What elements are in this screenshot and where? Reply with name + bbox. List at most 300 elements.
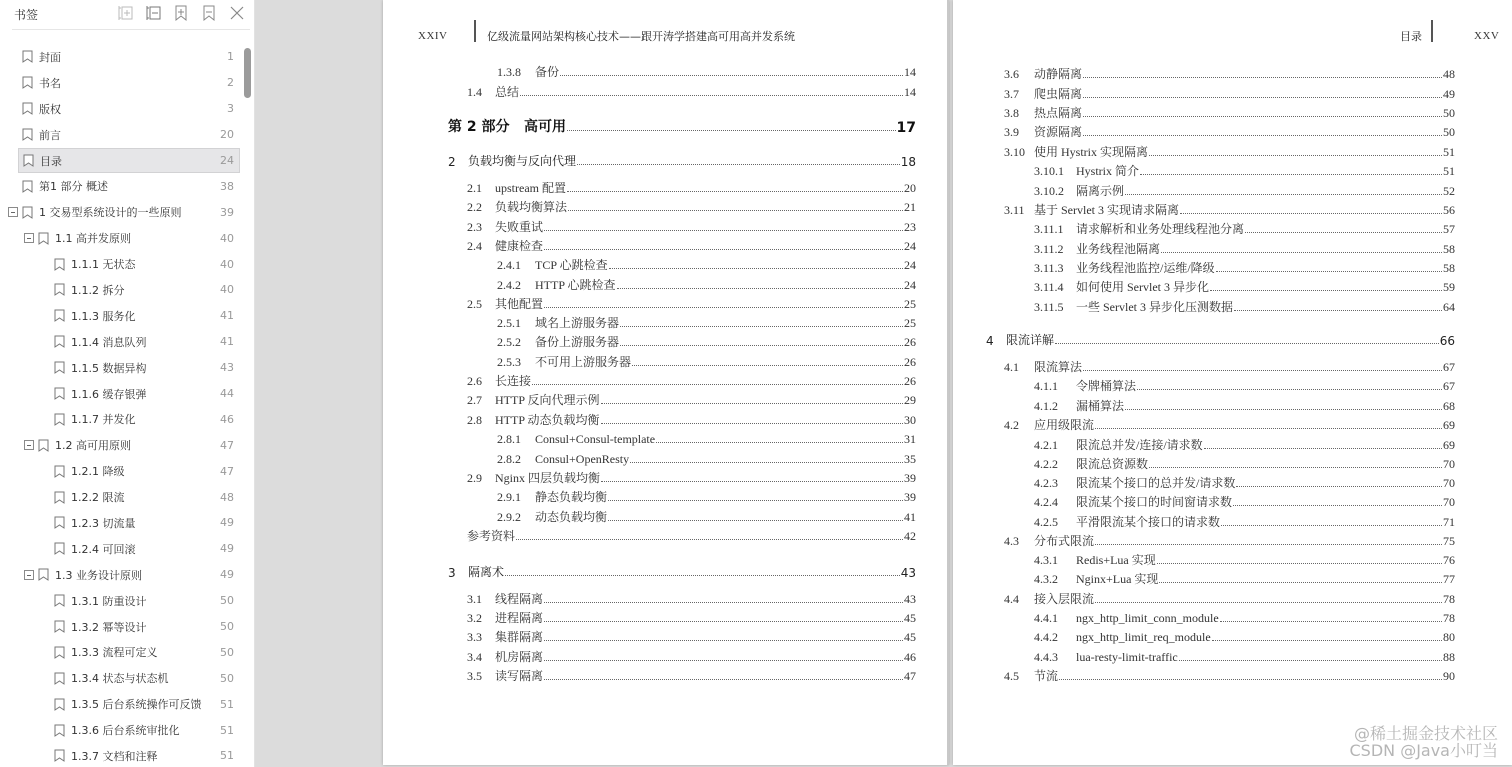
toc-entry-title: ngx_http_limit_conn_module: [1076, 611, 1219, 625]
bookmark-label: 1.1.6 缓存银弹: [71, 387, 147, 401]
bookmark-item[interactable]: [0, 406, 246, 432]
bookmark-label: 1.1.1 无状态: [71, 258, 136, 272]
toc-entry-page: 25: [904, 316, 916, 330]
bookmark-icon: [23, 154, 34, 167]
toc-entry-title: 一些 Servlet 3 异步化压测数据: [1076, 300, 1233, 314]
toc-entry-page: 48: [1443, 67, 1455, 81]
toc-entry-title: 节流: [1034, 669, 1059, 683]
toc-entry-number: 4.4.1: [1034, 611, 1058, 625]
bookmark-icon: [54, 491, 65, 504]
toc-entry-number: 3.9: [1004, 125, 1019, 139]
leader-dots: [1095, 602, 1442, 603]
toc-entry[interactable]: [448, 150, 916, 169]
header-divider: [474, 20, 476, 42]
toc-entry[interactable]: [1034, 375, 1455, 394]
leader-dots: [1161, 252, 1442, 253]
leader-dots: [1095, 544, 1442, 545]
bookmark-label: 1.3.4 状态与状态机: [71, 672, 169, 686]
toc-entry[interactable]: [1004, 102, 1455, 121]
toc-entry-number: 4.2: [1004, 418, 1019, 432]
toc-entry-page: 43: [900, 566, 916, 580]
running-header-section: 目录: [1400, 30, 1422, 43]
bookmark-label: 1.2.1 降级: [71, 465, 125, 479]
bookmark-page-number: 50: [220, 645, 234, 659]
toc-entry-title: 高可用: [524, 119, 566, 135]
toc-entry[interactable]: [1034, 238, 1455, 257]
toc-entry[interactable]: [1034, 218, 1455, 237]
toc-entry-title: 限流总资源数: [1076, 457, 1149, 471]
leader-dots: [656, 442, 903, 443]
toc-entry-page: 35: [904, 452, 916, 466]
bookmark-page-number: 51: [220, 697, 234, 711]
toc-entry-title: 备份上游服务器: [535, 335, 620, 349]
bookmark-label: 1.1.5 数据异构: [71, 361, 147, 375]
toc-entry-number: 2.6: [467, 374, 482, 388]
bookmark-page-number: 24: [220, 154, 234, 167]
toc-entry-page: 77: [1443, 572, 1455, 586]
leader-dots: [544, 621, 903, 622]
toc-entry[interactable]: [467, 525, 916, 544]
bookmark-item[interactable]: [18, 148, 240, 174]
bookmark-label: 1.1.3 服务化: [71, 309, 136, 323]
toc-entry-page: 78: [1443, 611, 1455, 625]
leader-dots: [1055, 343, 1439, 344]
leader-dots: [1212, 640, 1442, 641]
leader-dots: [601, 403, 903, 404]
bookmark-item[interactable]: [0, 381, 246, 407]
bookmark-item[interactable]: [0, 70, 246, 96]
toc-entry-page: 69: [1443, 438, 1455, 452]
leader-dots: [1210, 290, 1442, 291]
toc-entry-title: 令牌桶算法: [1076, 379, 1137, 393]
toc-entry-number: 3.11.4: [1034, 280, 1064, 294]
bookmark-page-number: 50: [220, 671, 234, 685]
bookmark-item[interactable]: [0, 122, 246, 148]
bookmark-panel-header: [12, 0, 250, 30]
bookmark-icon: [22, 128, 33, 141]
toc-entry[interactable]: [467, 409, 916, 428]
toc-entry[interactable]: [1004, 121, 1455, 140]
bookmark-scrollbar[interactable]: [244, 48, 251, 98]
toc-entry-number: 2.1: [467, 181, 482, 195]
bookmark-page-number: 40: [220, 231, 234, 245]
toc-entry[interactable]: [467, 177, 916, 196]
bookmark-icon: [54, 258, 65, 271]
bookmark-item[interactable]: [0, 458, 246, 484]
bookmark-item[interactable]: [0, 717, 246, 743]
bookmark-page-number: 3: [227, 102, 234, 116]
toc-entry-title: Consul+Consul-template: [535, 432, 656, 446]
bookmark-page-number: 20: [220, 128, 234, 142]
bookmark-page-number: 50: [220, 594, 234, 608]
toc-entry[interactable]: [497, 331, 916, 350]
toc-entry[interactable]: [1004, 199, 1455, 218]
toc-entry[interactable]: [1034, 434, 1455, 453]
toc-entry[interactable]: [497, 506, 916, 525]
toc-entry-number: 4.3: [1004, 534, 1019, 548]
bookmark-icon: [54, 672, 65, 685]
toc-entry-title: 动态负载均衡: [535, 510, 608, 524]
toc-entry-number: 4.3.2: [1034, 572, 1058, 586]
bookmark-icon: [54, 698, 65, 711]
close-icon[interactable]: [228, 4, 246, 22]
toc-entry-title: Nginx+Lua 实现: [1076, 572, 1159, 586]
bookmark-icon: [22, 102, 33, 115]
leader-dots: [1059, 679, 1442, 680]
watermark: [1349, 725, 1498, 759]
toc-entry[interactable]: [467, 389, 916, 408]
toc-entry-page: 70: [1443, 457, 1455, 471]
toc-entry-page: 47: [904, 669, 916, 683]
bookmark-label: 1.3.3 流程可定义: [71, 646, 158, 660]
leader-dots: [1083, 370, 1442, 371]
toc-entry-page: 67: [1443, 360, 1455, 374]
toc-entry-title: HTTP 反向代理示例: [495, 393, 600, 407]
leader-dots: [1083, 97, 1442, 98]
toc-entry[interactable]: [467, 646, 916, 665]
bookmark-label: 1.3.1 防重设计: [71, 594, 147, 608]
toc-entry-title: upstream 配置: [495, 181, 566, 195]
bookmark-page-number: 40: [220, 257, 234, 271]
toc-entry-number: 3.7: [1004, 87, 1019, 101]
bookmark-icon: [54, 724, 65, 737]
leader-dots: [1140, 174, 1442, 175]
leader-dots: [544, 660, 903, 661]
leader-dots: [630, 462, 903, 463]
leader-dots: [1204, 448, 1442, 449]
bookmark-page-number: 1: [227, 50, 234, 64]
toc-entry[interactable]: [1034, 276, 1455, 295]
toc-entry-page: 41: [904, 510, 916, 524]
bookmark-item[interactable]: [0, 251, 246, 277]
toc-entry-title: 漏桶算法: [1076, 399, 1125, 413]
bookmark-item[interactable]: [0, 199, 246, 225]
leader-dots: [1234, 310, 1442, 311]
leader-dots: [1149, 467, 1442, 468]
toc-entry[interactable]: [467, 81, 916, 100]
toc-entry-page: 51: [1443, 145, 1455, 159]
leader-dots: [505, 575, 900, 576]
bookmark-item[interactable]: [0, 173, 246, 199]
leader-dots: [1095, 428, 1442, 429]
bookmark-label: 前言: [39, 128, 61, 142]
bookmark-label: 1.3.2 幂等设计: [71, 620, 147, 634]
toc-entry[interactable]: [1034, 646, 1455, 665]
bookmark-page-number: 51: [220, 749, 234, 763]
toc-entry-page: 76: [1443, 553, 1455, 567]
toc-entry-page: 58: [1443, 261, 1455, 275]
leader-dots: [1083, 116, 1442, 117]
toc-entry[interactable]: [1034, 180, 1455, 199]
collapse-toggle-icon[interactable]: [24, 570, 34, 580]
toc-entry[interactable]: [1034, 491, 1455, 510]
leader-dots: [1157, 563, 1442, 564]
toc-entry[interactable]: [1034, 453, 1455, 472]
toc-entry-title: 爬虫隔离: [1034, 87, 1083, 101]
toc-entry-page: 18: [900, 155, 916, 169]
toc-entry-title: 分布式限流: [1034, 534, 1095, 548]
toc-entry[interactable]: [1034, 568, 1455, 587]
toc-entry[interactable]: [1034, 549, 1455, 568]
toc-entry[interactable]: [448, 561, 916, 580]
toc-entry-number: 3.4: [467, 650, 482, 664]
toc-entry-title: Hystrix 简介: [1076, 164, 1140, 178]
bookmark-label: 1.2.4 可回滚: [71, 542, 136, 556]
bookmark-item[interactable]: [0, 484, 246, 510]
toc-entry-title: 机房隔离: [495, 650, 544, 664]
toc-entry-title: 使用 Hystrix 实现隔离: [1034, 145, 1149, 159]
bookmark-label: 目录: [40, 154, 62, 168]
leader-dots: [608, 520, 903, 521]
bookmark-item[interactable]: [0, 743, 246, 767]
bookmark-icon: [38, 568, 49, 581]
page-number: XXV: [1474, 30, 1500, 42]
toc-entry-number: 4.1: [1004, 360, 1019, 374]
toc-entry-number: 2.9.2: [497, 510, 521, 524]
leader-dots: [1220, 621, 1442, 622]
toc-entry-title: 其他配置: [495, 297, 544, 311]
leader-dots: [544, 307, 903, 308]
toc-entry-number: 2.9.1: [497, 490, 521, 504]
toc-entry-page: 39: [904, 471, 916, 485]
toc-entry[interactable]: [497, 254, 916, 273]
toc-entry-number: 3.3: [467, 630, 482, 644]
toc-entry[interactable]: [1034, 511, 1455, 530]
toc-entry[interactable]: [467, 588, 916, 607]
toc-entry[interactable]: [467, 196, 916, 215]
toc-entry-number: 3.2: [467, 611, 482, 625]
toc-entry[interactable]: [1034, 626, 1455, 645]
toc-entry-number: 2.8: [467, 413, 482, 427]
toc-entry-title: 静态负载均衡: [535, 490, 608, 504]
toc-entry[interactable]: [497, 61, 916, 80]
bookmark-tree: [0, 44, 246, 767]
toc-entry-page: 51: [1443, 164, 1455, 178]
toc-entry[interactable]: [467, 626, 916, 645]
toc-entry-page: 57: [1443, 222, 1455, 236]
toc-entry[interactable]: [1034, 160, 1455, 179]
bookmark-item[interactable]: [0, 277, 246, 303]
toc-entry-number: 2.7: [467, 393, 482, 407]
toc-entry-page: 20: [904, 181, 916, 195]
toc-entry[interactable]: [467, 607, 916, 626]
leader-dots: [632, 365, 903, 366]
bookmark-item[interactable]: [0, 639, 246, 665]
toc-entry-title: 业务线程池隔离: [1076, 242, 1161, 256]
toc-entry-number: 3.11.3: [1034, 261, 1064, 275]
toc-entry[interactable]: [1034, 607, 1455, 626]
toc-entry-title: 基于 Servlet 3 实现请求隔离: [1034, 203, 1179, 217]
bookmark-item[interactable]: [0, 355, 246, 381]
leader-dots: [1083, 135, 1442, 136]
leader-dots: [620, 326, 903, 327]
bookmark-item[interactable]: [0, 665, 246, 691]
toc-entry-title: Redis+Lua 实现: [1076, 553, 1156, 567]
toc-entry-number: 4.1.1: [1034, 379, 1058, 393]
collapse-all-icon[interactable]: [144, 4, 162, 22]
leader-dots: [1221, 525, 1442, 526]
bookmark-label: 1.2.3 切流量: [71, 516, 136, 530]
toc-entry[interactable]: [497, 428, 916, 447]
toc-entry[interactable]: [1034, 257, 1455, 276]
toc-entry[interactable]: [448, 114, 916, 136]
toc-entry-number: 2.8.1: [497, 432, 521, 446]
toc-entry-title: 资源隔离: [1034, 125, 1083, 139]
toc-entry[interactable]: [1004, 665, 1455, 684]
toc-entry-title: 读写隔离: [495, 669, 544, 683]
bookmark-item[interactable]: [0, 510, 246, 536]
leader-dots: [1159, 582, 1442, 583]
bookmark-icon: [54, 646, 65, 659]
toc-entry-page: 67: [1443, 379, 1455, 393]
leader-dots: [601, 423, 903, 424]
toc-entry-title: 接入层限流: [1034, 592, 1095, 606]
toc-entry[interactable]: [497, 312, 916, 331]
toc-entry-number: 4.2.5: [1034, 515, 1058, 529]
toc-entry[interactable]: [1004, 588, 1455, 607]
toc-entry[interactable]: [497, 486, 916, 505]
bookmark-item[interactable]: [0, 432, 246, 458]
bookmark-item[interactable]: [0, 536, 246, 562]
toc-entry-number: 4.5: [1004, 669, 1019, 683]
toc-entry-page: 24: [904, 258, 916, 272]
toc-entry-page: 30: [904, 413, 916, 427]
toc-entry-number: 3.10.2: [1034, 184, 1064, 198]
watermark-line-1: @稀土掘金技术社区: [1353, 724, 1498, 743]
toc-entry-page: 14: [904, 65, 916, 79]
bookmark-item[interactable]: [0, 303, 246, 329]
toc-entry-title: 总结: [495, 85, 520, 99]
toc-entry-page: 75: [1443, 534, 1455, 548]
toc-entry-title: ngx_http_limit_req_module: [1076, 630, 1211, 644]
toc-entry-title: HTTP 动态负载均衡: [495, 413, 600, 427]
toc-entry-page: 23: [904, 220, 916, 234]
leader-dots: [567, 130, 896, 131]
toc-entry[interactable]: [1034, 472, 1455, 491]
toc-entry-page: 26: [904, 355, 916, 369]
toc-entry-page: 42: [904, 529, 916, 543]
bookmark-icon: [38, 232, 49, 245]
toc-entry[interactable]: [1004, 414, 1455, 433]
bookmark-label: 1.1 高并发原则: [55, 232, 131, 246]
toc-entry[interactable]: [1004, 530, 1455, 549]
toc-entry-number: 2.4.2: [497, 278, 521, 292]
toc-entry[interactable]: [1004, 83, 1455, 102]
toc-entry-page: 46: [904, 650, 916, 664]
toc-entry[interactable]: [497, 274, 916, 293]
toc-entry[interactable]: [467, 216, 916, 235]
toc-entry-number: 4.2.3: [1034, 476, 1058, 490]
toc-entry-page: 71: [1443, 515, 1455, 529]
toc-entry-title: 集群隔离: [495, 630, 544, 644]
bookmark-item[interactable]: [0, 96, 246, 122]
toc-entry[interactable]: [467, 467, 916, 486]
bookmark-label: 版权: [39, 102, 61, 116]
toc-entry-page: 29: [904, 393, 916, 407]
toc-entry-number: 3.5: [467, 669, 482, 683]
toc-entry-number: 3.11.2: [1034, 242, 1064, 256]
toc-entry[interactable]: [467, 665, 916, 684]
collapse-toggle-icon[interactable]: [24, 233, 34, 243]
toc-entry-title: Consul+OpenResty: [535, 452, 630, 466]
toc-entry-page: 43: [904, 592, 916, 606]
bookmark-page-number: 49: [220, 516, 234, 530]
toc-entry-number: 1.4: [467, 85, 482, 99]
toc-entry-title: 限流总并发/连接/请求数: [1076, 438, 1203, 452]
toc-entry[interactable]: [1004, 63, 1455, 82]
bookmark-label: 1.3.7 文档和注释: [71, 749, 158, 763]
bookmark-icon: [38, 439, 49, 452]
toc-entry[interactable]: [1004, 356, 1455, 375]
toc-entry-number: 2.2: [467, 200, 482, 214]
toc-entry-number: 2.5.1: [497, 316, 521, 330]
leader-dots: [1125, 194, 1442, 195]
toc-entry-number: 4: [986, 334, 994, 348]
expand-all-icon[interactable]: [116, 4, 134, 22]
bookmark-page-number: 38: [220, 179, 234, 193]
bookmark-item[interactable]: [0, 691, 246, 717]
toc-entry-page: 78: [1443, 592, 1455, 606]
toc-entry[interactable]: [497, 448, 916, 467]
toc-entry[interactable]: [467, 235, 916, 254]
leader-dots: [1245, 232, 1442, 233]
toc-entry-title: 限流算法: [1034, 360, 1083, 374]
remove-bookmark-icon[interactable]: [200, 4, 218, 22]
bookmark-page-number: 46: [220, 412, 234, 426]
toc-entry-title: Nginx 四层负载均衡: [495, 471, 601, 485]
leader-dots: [577, 164, 900, 165]
toc-entry-title: 负载均衡算法: [495, 200, 568, 214]
toc-entry[interactable]: [1034, 296, 1455, 315]
leader-dots: [544, 230, 903, 231]
bookmark-item[interactable]: [0, 225, 246, 251]
leader-dots: [620, 345, 903, 346]
toc-entry[interactable]: [1034, 395, 1455, 414]
toc-entry-page: 50: [1443, 106, 1455, 120]
bookmark-item[interactable]: [0, 588, 246, 614]
leader-dots: [1125, 409, 1442, 410]
bookmark-icon: [54, 283, 65, 296]
toc-entry-number: 4.4.2: [1034, 630, 1058, 644]
toc-entry-title: 负载均衡与反向代理: [468, 154, 577, 168]
bookmark-item[interactable]: [0, 614, 246, 640]
toc-entry-number: 2.4: [467, 239, 482, 253]
add-bookmark-icon[interactable]: [172, 4, 190, 22]
toc-entry-number: 3.10.1: [1034, 164, 1064, 178]
bookmark-label: 封面: [39, 50, 61, 64]
leader-dots: [1179, 660, 1442, 661]
toc-entry-title: TCP 心跳检查: [535, 258, 608, 272]
toc-entry[interactable]: [467, 370, 916, 389]
toc-entry[interactable]: [1004, 141, 1455, 160]
collapse-toggle-icon[interactable]: [8, 207, 18, 217]
bookmark-item[interactable]: [0, 562, 246, 588]
toc-entry-title: 域名上游服务器: [535, 316, 620, 330]
toc-entry[interactable]: [986, 329, 1455, 348]
running-header-title: 亿级流量网站架构核心技术——跟开涛学搭建高可用高并发系统: [487, 30, 795, 43]
bookmark-item[interactable]: [0, 44, 246, 70]
toc-entry[interactable]: [467, 293, 916, 312]
bookmark-page-number: 49: [220, 542, 234, 556]
watermark-line-2: CSDN @Java小叮当: [1349, 741, 1498, 760]
toc-entry[interactable]: [497, 351, 916, 370]
collapse-toggle-icon[interactable]: [24, 440, 34, 450]
document-page-left: [383, 0, 949, 765]
toc-entry-title: 健康检查: [495, 239, 544, 253]
toc-entry-page: 45: [904, 630, 916, 644]
toc-entry-title: 进程隔离: [495, 611, 544, 625]
bookmark-item[interactable]: [0, 329, 246, 355]
